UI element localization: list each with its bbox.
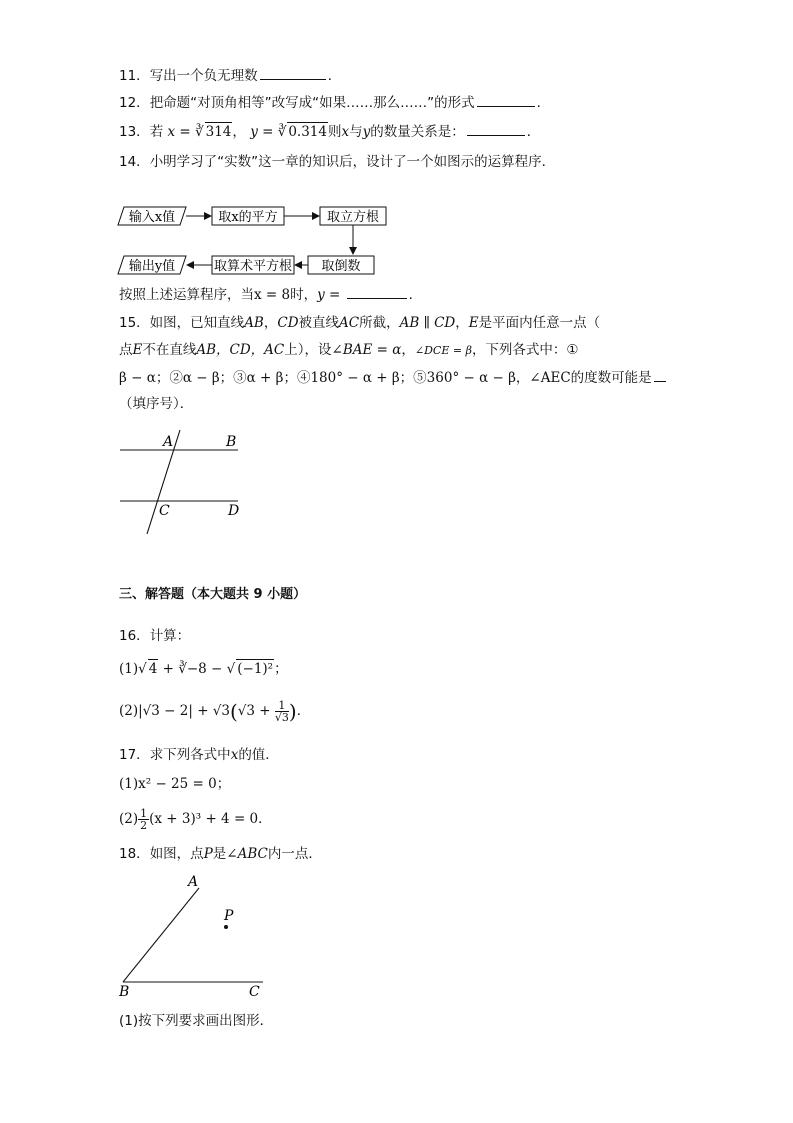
point-label-p: P [224,908,234,924]
question-18: 18．如图，点P是∠ABC内一点． [119,846,322,862]
question-18-part1: (1)按下列要求画出图形． [119,1013,274,1029]
flow-square-label: 取x的平方 [218,210,278,225]
question-15-line4: （填序号）． [119,396,194,412]
question-text: 把命题“对顶角相等”改写成“如果……那么……”的形式 [149,95,475,111]
question-11: 11．写出一个负无理数 ． [119,68,342,84]
question-text: 写出一个负无理数 [149,68,258,84]
answer-blank[interactable] [467,122,525,136]
flow-sqrt-label: 取算术平方根 [213,259,293,274]
question-17: 17．求下列各式中x的值． [119,747,279,763]
question-14-prompt: 按照上述运算程序，当x = 8时，y = ． [119,287,423,303]
point-label-a: A [163,434,174,450]
point-p [224,925,228,929]
flowchart [116,204,396,278]
flow-cube-label: 取立方根 [326,210,380,225]
question-15-line2: 点E不在直线AB，CD，AC上），设∠BAE = α，∠DCE = β，下列各式中：① [119,342,579,358]
question-17-part2: (2) $\frac{1}{2}$ (x + 3)³ + 4 = 0． [119,807,272,832]
flow-output-label: 输出y值 [128,259,176,274]
figure-18 [115,870,275,1000]
fraction: $\frac{1}{√3}$ [274,699,289,724]
question-13: 13．若 x = ∛ 314， y = ∛ 0.314则x与y的数量关系是： ． [119,124,541,140]
section-title: 三、解答题（本大题共 9 小题） [119,587,307,602]
answer-blank[interactable] [654,368,666,382]
point-label-a: A [188,874,199,890]
question-17-part1: (1)x² − 25 = 0； [119,776,231,792]
point-label-c: C [159,503,170,519]
flow-recip-label: 取倒数 [321,259,361,274]
point-label-d: D [228,503,240,519]
question-number: 12． [119,95,150,111]
question-16-part1: (1)√ 4 + ∛−8 − √ (−1)²； [119,661,288,677]
question-16: 16．计算： [119,628,191,644]
question-15-line3: β − α；②α − β；③α + β；④180° − α + β；⑤360° − α − β，∠AEC的度数可能是 [119,368,668,387]
question-12: 12．把命题“对顶角相等”改写成“如果……那么……”的形式 ． [119,95,551,111]
ray-ba [123,888,199,982]
fraction: $\frac{1}{2}$ [140,807,148,832]
question-15-line1: 15．如图，已知直线AB，CD被直线AC所截，AB ∥ CD，E是平面内任意一点（ [119,315,601,331]
figure-15 [115,428,250,538]
point-label-b: B [119,984,130,1000]
point-label-b: B [226,434,237,450]
answer-blank[interactable] [477,93,535,107]
flow-input-label: 输入x值 [128,210,176,225]
point-label-c: C [249,984,260,1000]
answer-blank[interactable] [260,66,326,80]
question-14: 14．小明学习了“实数”这一章的知识后，设计了一个如图示的运算程序． [119,154,556,170]
question-16-part2: (2)|√3 − 2| + √3(√3 + $\frac{1}{√3}$ )． [119,699,311,724]
question-number: 11． [119,68,150,84]
answer-blank[interactable] [347,285,407,299]
